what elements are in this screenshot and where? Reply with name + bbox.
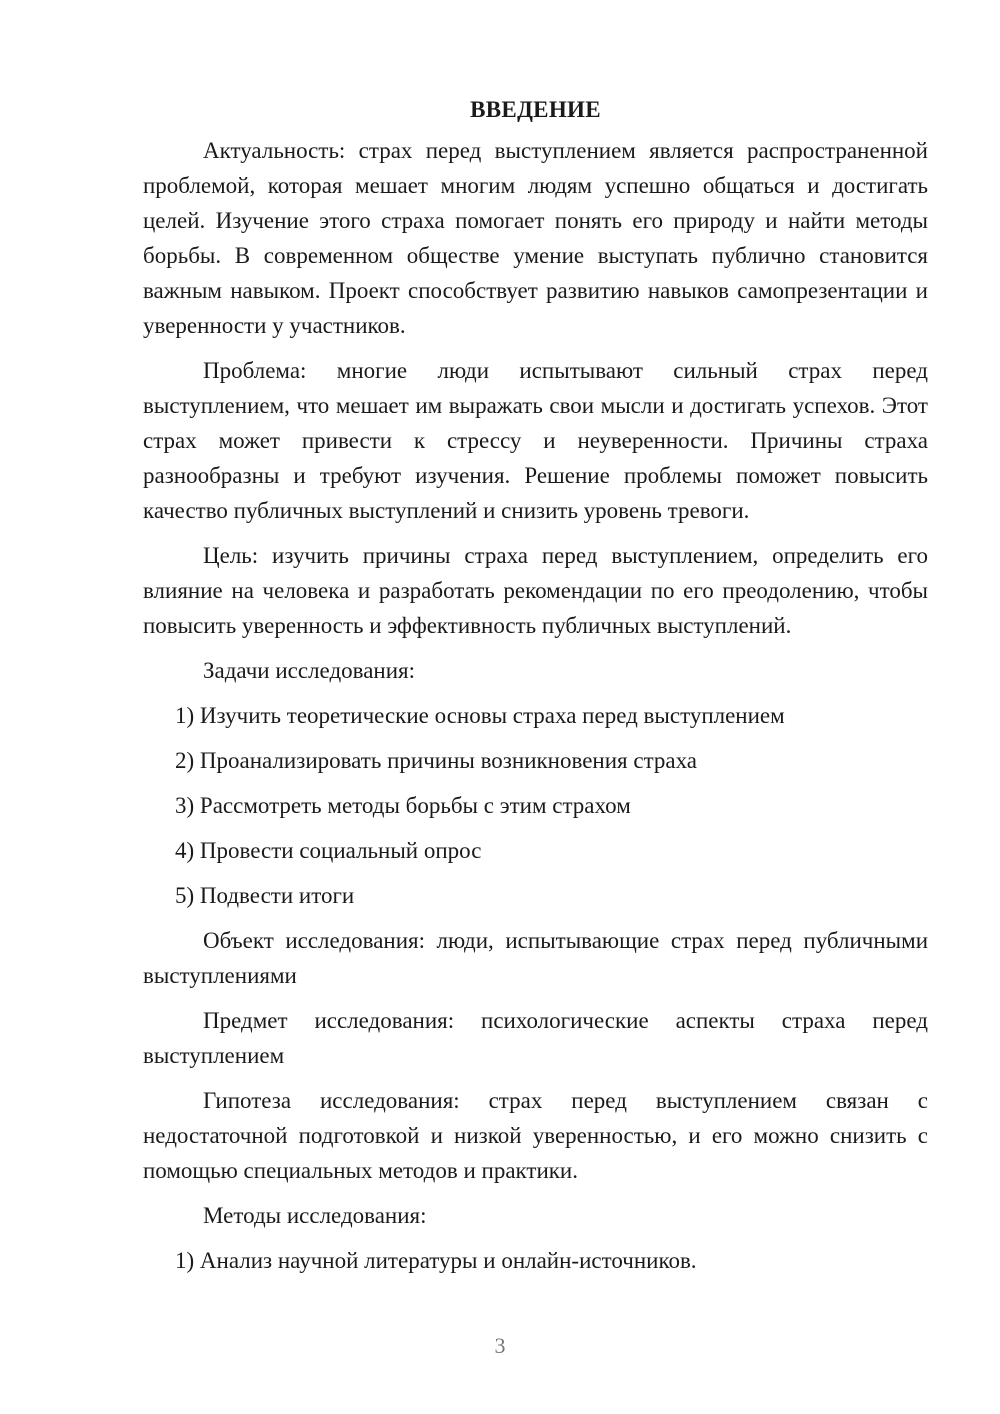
page-content	[143, 93, 928, 1288]
object-paragraph: Объект исследования: люди, испытывающие страх перед публичными выступлениями	[143, 928, 928, 988]
subject-paragraph: Предмет исследования: психологические аспекты страха перед выступлением	[143, 1008, 928, 1068]
task-item: 1) Изучить теоретические основы страха перед выступлением	[175, 703, 785, 728]
page-title: ВВЕДЕНИЕ	[470, 97, 601, 122]
relevance-paragraph: Актуальность: страх перед выступлением является распространенной проблемой, которая мешает многим людям успешно общаться и достигать целей. Изучение этого страха помогает понять его природу и найти методы борьбы. В современном обществе умение выступать публично становится важным навыком. Проект способствует развитию навыков самопрезентации и уверенности у участников.	[143, 138, 928, 338]
tasks-heading: Задачи исследования:	[203, 658, 416, 683]
goal-paragraph: Цель: изучить причины страха перед выступлением, определить его влияние на человека и разработать рекомендации по его преодолению, чтобы повысить уверенность и эффективность публичных выступлений.	[143, 543, 928, 638]
task-item: 5) Подвести итоги	[175, 883, 355, 908]
task-item: 3) Рассмотреть методы борьбы с этим страхом	[175, 793, 631, 818]
method-item: 1) Анализ научной литературы и онлайн-источников.	[175, 1248, 697, 1273]
problem-paragraph: Проблема: многие люди испытывают сильный страх перед выступлением, что мешает им выражать свои мысли и достигать успехов. Этот страх может привести к стрессу и неуверенности. Причины страха разнообразны и требуют изучения. Решение проблемы поможет повысить качество публичных выступлений и снизить уровень тревоги.	[143, 358, 928, 523]
task-item: 2) Проанализировать причины возникновения страха	[175, 748, 698, 773]
page-number: 3	[494, 1333, 506, 1358]
task-item: 4) Провести социальный опрос	[175, 838, 482, 863]
methods-heading: Методы исследования:	[203, 1203, 427, 1228]
hypothesis-paragraph: Гипотеза исследования: страх перед выступлением связан с недостаточной подготовкой и низкой уверенностью, и его можно снизить с помощью специальных методов и практики.	[143, 1088, 928, 1183]
